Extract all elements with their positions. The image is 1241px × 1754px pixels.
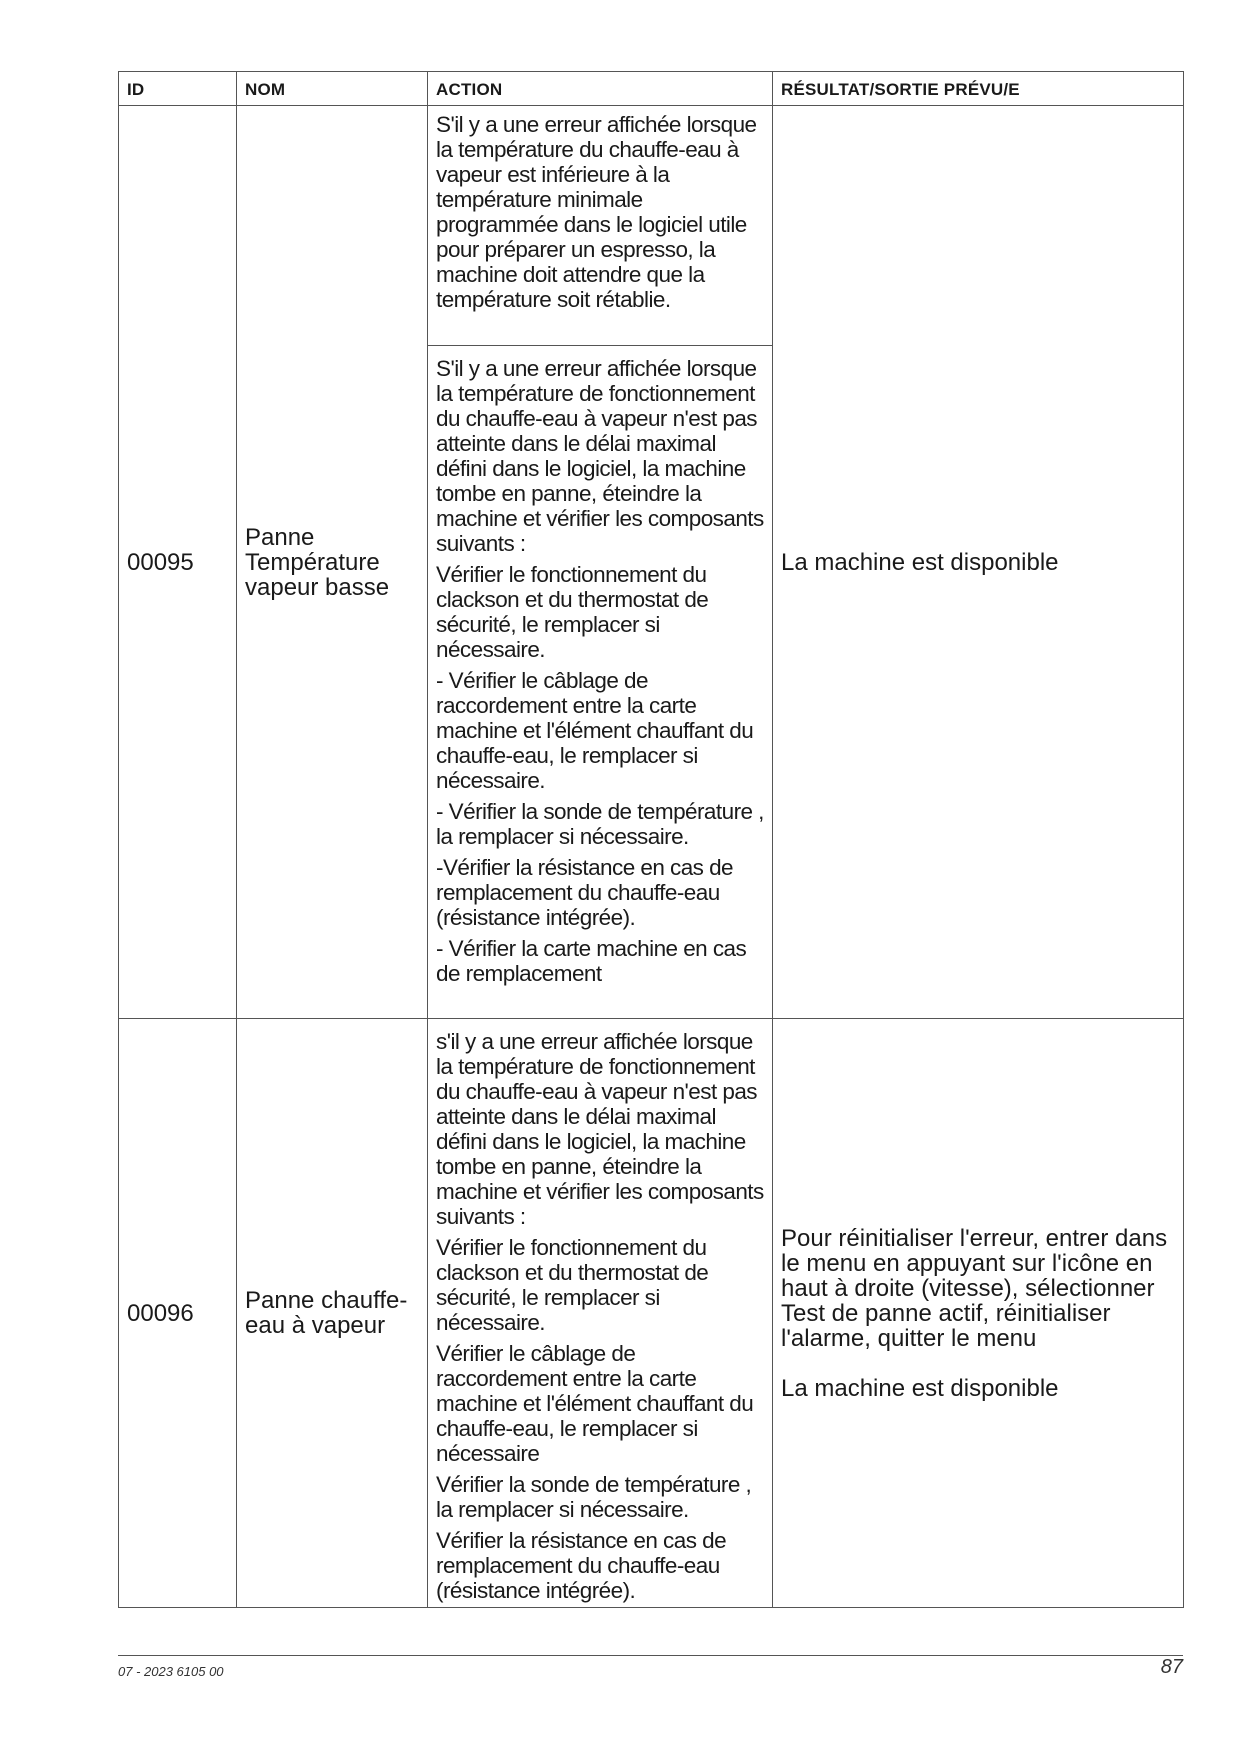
- action-paragraph: -Vérifier la résistance en cas de remplacement du chauffe-eau (résistance intégrée).: [436, 855, 733, 930]
- header-result: RÉSULTAT/SORTIE PRÉVU/E: [773, 72, 1184, 106]
- action-paragraph: Vérifier le câblage de raccordement entre la carte machine et l'élément chauffant du chauffe-eau, le remplacer si nécessaire: [436, 1341, 754, 1466]
- result-paragraph: La machine est disponible: [781, 1374, 1059, 1402]
- action-paragraph: Vérifier le fonctionnement du clackson et du thermostat de sécurité, le remplacer si nécessaire.: [436, 1235, 709, 1335]
- table-row: [119, 1019, 1184, 1608]
- action-paragraph: - Vérifier le câblage de raccordement entre la carte machine et l'élément chauffant du chauffe-eau, le remplacer si nécessaire.: [436, 668, 754, 793]
- action-paragraph: S'il y a une erreur affichée lorsque la température de fonctionnement du chauffe-eau à vapeur n'est pas atteinte dans le délai maximal défini dans le logiciel, la machine tombe en panne, éteindre la machine et vérifier les composants suivants :: [436, 356, 764, 556]
- header-name: NOM: [237, 72, 428, 106]
- action-paragraph: s'il y a une erreur affichée lorsque la température de fonctionnement du chauffe-eau à vapeur n'est pas atteinte dans le délai maximal défini dans le logiciel, la machine tombe en panne, éteindre la machine et vérifier les composants suivants :: [436, 1029, 764, 1229]
- row-id: 00096: [119, 1019, 237, 1608]
- action-paragraph: Vérifier le fonctionnement du clackson et du thermostat de sécurité, le remplacer si nécessaire.: [436, 562, 709, 662]
- document-code: 07 - 2023 6105 00: [118, 1664, 224, 1679]
- row-result: [773, 106, 1184, 1019]
- action-block: [428, 346, 772, 1018]
- row-result: [773, 1019, 1184, 1608]
- header-row: [119, 72, 1184, 106]
- result-paragraph: La machine est disponible: [781, 548, 1059, 576]
- table-row: [119, 106, 1184, 1019]
- row-id: 00095: [119, 106, 237, 1019]
- row-action: [428, 1019, 773, 1608]
- action-block: [428, 1019, 772, 1607]
- page-number: 87: [1160, 1656, 1183, 1678]
- header-id: ID: [119, 72, 237, 106]
- row-name: Panne Température vapeur basse: [237, 106, 428, 1019]
- header-action: ACTION: [428, 72, 773, 106]
- row-action: [428, 106, 773, 1019]
- result-paragraph: Pour réinitialiser l'erreur, entrer dans le menu en appuyant sur l'icône en haut à droite (vitesse), sélectionner Test de panne actif, réinitialiser l'alarme, quitter le menu: [781, 1224, 1168, 1352]
- action-block: [428, 106, 772, 346]
- action-paragraph: - Vérifier la sonde de température , la remplacer si nécessaire.: [436, 799, 764, 849]
- action-paragraph: Vérifier la résistance en cas de remplacement du chauffe-eau (résistance intégrée).: [436, 1528, 727, 1603]
- row-name: Panne chauffe-eau à vapeur: [237, 1019, 428, 1608]
- action-paragraph: Vérifier la sonde de température , la remplacer si nécessaire.: [436, 1472, 752, 1522]
- fault-table: [118, 71, 1184, 1608]
- footer-divider: [118, 1655, 1183, 1656]
- action-paragraph: S'il y a une erreur affichée lorsque la température du chauffe-eau à vapeur est inférieure à la température minimale programmée dans le logiciel utile pour préparer un espresso, la machine doit attendre que la température soit rétablie.: [436, 112, 757, 312]
- action-paragraph: - Vérifier la carte machine en cas de remplacement: [436, 936, 747, 986]
